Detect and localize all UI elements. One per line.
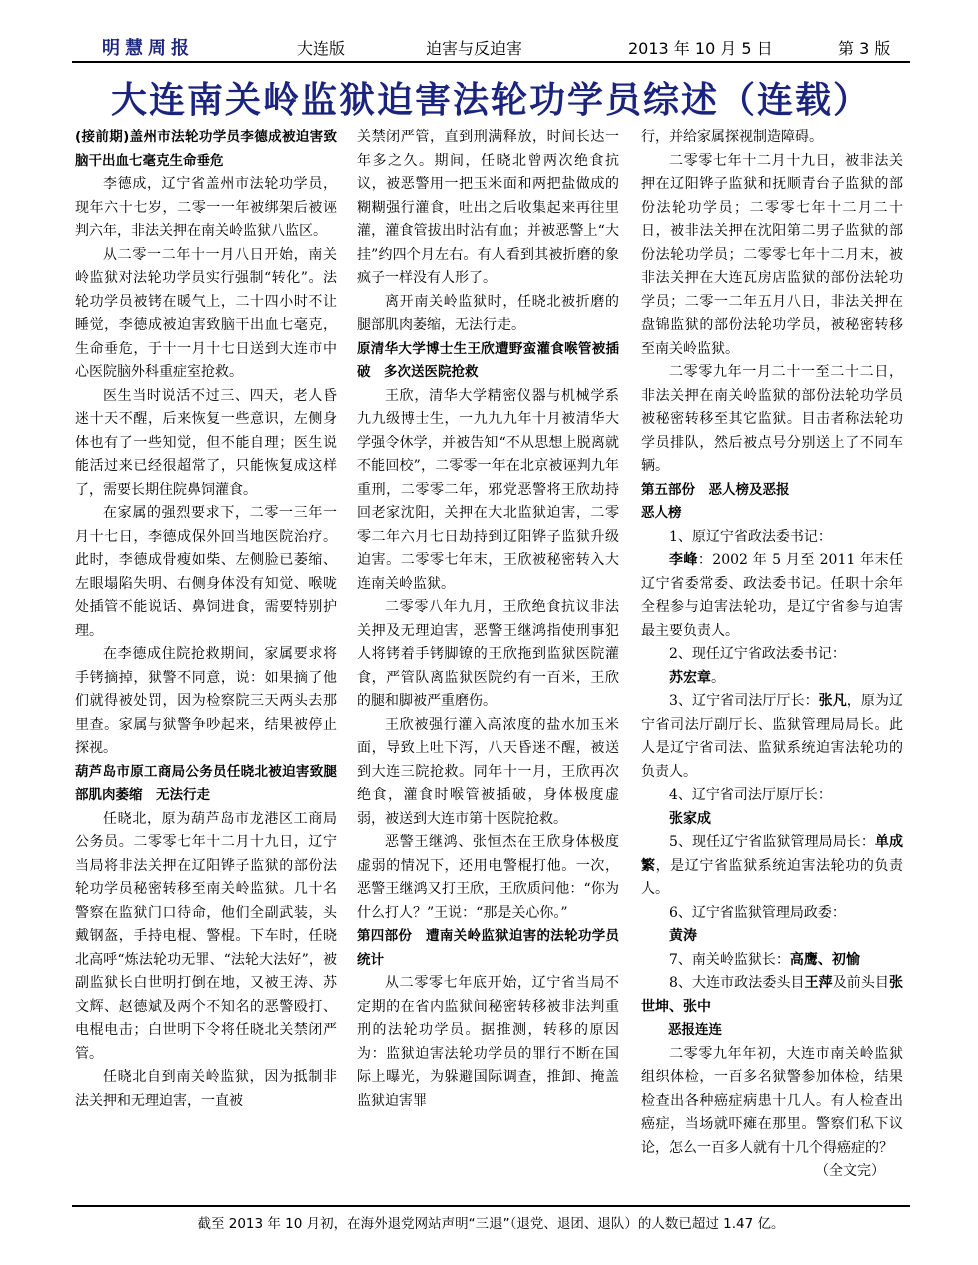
- name-highlight: 王萍: [804, 975, 833, 991]
- paragraph: [75, 385, 337, 503]
- text-run: 及前头目: [832, 975, 890, 991]
- paragraph: [75, 808, 337, 1067]
- article-headline: 大连南关岭监狱迫害法轮功学员综述（连载）: [110, 80, 871, 121]
- paragraph: [641, 150, 903, 362]
- paragraph: [75, 643, 337, 761]
- text-run: 4、辽宁省司法厅原厅长：: [669, 787, 832, 803]
- text-run: 李德成，辽宁省盖州市法轮功学员，现年六十七岁，二零一一年被绑架后被诬判六年，非法关押在南关岭监狱八监区。: [75, 176, 337, 239]
- paragraph: [641, 667, 903, 691]
- text-run: 任晓北自到南关岭监狱，因为抵制非法关押和无理迫害，一直被: [75, 1069, 337, 1109]
- issue-date: 2013 年 10 月 5 日: [628, 39, 773, 58]
- text-run: 二零零九年一月二十一至二十二日，非法关押在南关岭监狱的部份法轮功学员被秘密转移至其它监狱。目击者称法轮功学员排队，然后被点号分别送上了不同车辆。: [641, 364, 903, 474]
- text-run: 第五部份 恶人榜及恶报: [641, 481, 790, 498]
- paragraph: [357, 972, 619, 1113]
- text-run: 3、辽宁省司法厅厅长：: [669, 693, 819, 709]
- section-heading: [75, 761, 337, 808]
- text-run: (接前期)盖州市法轮功学员李德成被迫害致脑干出血七毫克生命垂危: [75, 129, 337, 169]
- paragraph: [641, 925, 903, 949]
- paragraph: [75, 502, 337, 643]
- text-run: ，是辽宁省监狱系统迫害法轮功的负责人。: [641, 857, 903, 897]
- paragraph: [641, 972, 903, 1019]
- article-column-1: [75, 126, 337, 1200]
- section-heading: [357, 925, 619, 972]
- text-run: 从二零零七年底开始，辽宁省当局不定期的在省内监狱间秘密转移被非法判重刑的法轮功学员。据推测，转移的原因为：监狱迫害法轮功学员的罪行不断在国际上曝光，为躲避国际调查，推卸、掩盖监狱迫害罪: [357, 975, 619, 1109]
- paragraph: [75, 244, 337, 385]
- text-run: 二零零九年年初，大连市南关岭监狱组织体检，一百多名狱警参加体检，结果检查出各种癌症病患十几人。有人检查出癌症，当场就吓瘫在那里。警察们私下议论，怎么一百多人就有十几个得癌症的？: [641, 1045, 903, 1156]
- footer-notice: 截至 2013 年 10 月初，在海外退党网站声明“三退”（退党、退团、退队）的人数已超过 1.47 亿。: [197, 1216, 785, 1232]
- footer-rule: [72, 1205, 910, 1207]
- paragraph: [357, 831, 619, 925]
- text-run: 行，并给家属探视制造障碍。: [641, 129, 823, 145]
- section-heading: [641, 479, 903, 503]
- paragraph: [641, 526, 903, 550]
- text-run: 王欣被强行灌入高浓度的盐水加玉米面，导致上吐下泻，八天昏迷不醒，被送到大连三院抢救。同年十一月，王欣再次绝食，灌食时喉管被插破，身体极度虚弱，被送到大连市第十医院抢救。: [357, 716, 619, 827]
- article-column-3: [641, 126, 903, 1200]
- name-highlight: 张世坤、张中: [641, 975, 903, 1015]
- text-run: 5、现任辽宁省监狱管理局局长：: [669, 834, 875, 850]
- text-run: 恶报连连: [641, 1022, 722, 1038]
- paragraph: [641, 643, 903, 667]
- text-run: 2、现任辽宁省政法委书记：: [669, 646, 846, 662]
- paragraph: [357, 385, 619, 597]
- name-highlight: 张凡: [818, 693, 847, 709]
- text-run: ：2002 年 5 月至 2011 年末任辽宁省委常委、政法委书记。任职十余年全程参与迫害法轮功，是辽宁省参与迫害最主要负责人。: [641, 552, 903, 639]
- name-highlight: 高鹰、初愉: [789, 951, 860, 968]
- paragraph: [641, 831, 903, 902]
- name-highlight: 张家成: [669, 810, 711, 827]
- text-run: 原清华大学博士生王欣遭野蛮灌食喉管被插破 多次送医院抢救: [357, 340, 619, 380]
- paragraph: [641, 808, 903, 832]
- text-run: ，原为辽宁省司法厅副厅长、监狱管理局局长。此人是辽宁省司法、监狱系统迫害法轮功的负责人。: [641, 693, 903, 780]
- paragraph: [357, 291, 619, 338]
- paragraph: [357, 596, 619, 714]
- text-run: 二零零八年九月，王欣绝食抗议非法关押及无理迫害，恶警王继鸿指使刑事犯人将铐着手铐脚镣的王欣拖到监狱医院灌食，严管队离监狱医院约有一百米，王欣的腿和脚被严重磨伤。: [357, 599, 619, 709]
- paragraph: [641, 549, 903, 643]
- paragraph: [641, 361, 903, 479]
- text-run: 恶人榜: [641, 505, 682, 521]
- paragraph: [357, 714, 619, 832]
- paragraph: [641, 1043, 903, 1161]
- name-highlight: 李峰: [669, 552, 698, 568]
- text-run: 7、南关岭监狱长：: [669, 951, 790, 968]
- end-note: [641, 1160, 903, 1184]
- masthead: [72, 30, 910, 60]
- section-heading: [75, 126, 337, 173]
- name-highlight: 苏宏章: [669, 669, 711, 686]
- section-heading: [357, 338, 619, 385]
- paragraph: [641, 949, 903, 973]
- text-run: 从二零一二年十一月八日开始，南关岭监狱对法轮功学员实行强制“转化”。法轮功学员被铐在暖气上，二十四小时不让睡觉，李德成被迫害致脑干出血七毫克，生命垂危，于十一月十七日送到大连市中心医院脑外科重症室抢救。: [75, 246, 337, 380]
- name-highlight: 黄涛: [669, 928, 697, 944]
- name-highlight: 单成繁: [641, 834, 903, 874]
- text-run: 在李德成住院抢救期间，家属要求将手铐摘掉，狱警不同意，说：如果摘了他们就得被处罚，因为检察院三天两头去那里查。家属与狱警争吵起来，结果被停止探视。: [75, 646, 337, 756]
- edition-label: 大连版: [297, 39, 346, 58]
- article-column-2: [357, 126, 619, 1200]
- paragraph: [75, 173, 337, 244]
- text-run: 8、大连市政法委头目: [669, 975, 805, 991]
- text-run: 关禁闭严管，直到刑满释放，时间长达一年多之久。期间，任晓北曾两次绝食抗议，被恶警用一把玉米面和两把盐做成的糊糊强行灌食，吐出之后收集起来再往里灌，灌食管拔出时沾有血；并被恶警上“大挂”约四个月左右。有人看到其被折磨的象疯子一样没有人形了。: [357, 129, 619, 286]
- section-label: 迫害与反迫害: [426, 39, 523, 58]
- text-run: 王欣，清华大学精密仪器与机械学系九九级博士生，一九九九年十月被清华大学强令休学，并被告知“不从思想上脱离就不能回校”，二零零一年在北京被诬判九年重刑，二零零二年，邪党恶警将王欣劫持回老家沈阳，关押在大北监狱迫害，二零零二年六月七日劫持到辽阳铧子监狱升级迫害。二零零七年末，王欣被秘密转入大连南关岭监狱。: [357, 387, 619, 592]
- text-run: 恶警王继鸿、张恒杰在王欣身体极度虚弱的情况下，还用电警棍打他。一次，恶警王继鸿又打王欣，王欣质问他：“你为什么打人？”王说：“那是关心你。”: [357, 834, 619, 921]
- text-run: 二零零七年十二月十九日，被非法关押在辽阳铧子监狱和抚顺青台子监狱的部份法轮功学员；二零零七年十二月二十日，被非法关押在沈阳第二男子监狱的部份法轮功学员；二零零七年十二月末，被非法关押在大连瓦房店监狱的部份法轮功学员；二零一二年五月八日，非法关押在盘锦监狱的部份法轮功学员，被秘密转移至南关岭监狱。: [641, 152, 903, 357]
- text-run: 医生当时说活不过三、四天，老人昏迷十天不醒，后来恢复一些意识，左侧身体也有了一些知觉，但不能自理；医生说能活过来已经很超常了，只能恢复成这样了，需要长期住院鼻饲灌食。: [75, 387, 337, 498]
- section-heading: [641, 502, 903, 526]
- text-run: 6、辽宁省监狱管理局政委：: [669, 904, 846, 921]
- text-run: 离开南关岭监狱时，任晓北被折磨的腿部肌肉萎缩，无法行走。: [357, 293, 619, 333]
- text-run: （全文完）: [815, 1163, 885, 1179]
- paper-name: 明慧周报: [102, 38, 194, 59]
- text-run: 。: [711, 669, 725, 686]
- text-run: 葫芦岛市原工商局公务员任晓北被迫害致腿部肌肉萎缩 无法行走: [75, 763, 337, 803]
- paragraph: [641, 902, 903, 926]
- text-run: 第四部份 遭南关岭监狱迫害的法轮功学员统计: [357, 928, 619, 968]
- paragraph: [75, 1066, 337, 1113]
- paragraph: [641, 126, 903, 150]
- page-number: 第 3 版: [838, 39, 891, 58]
- masthead-rule: [72, 61, 910, 63]
- paragraph: [641, 784, 903, 808]
- paragraph: [641, 690, 903, 784]
- text-run: 1、原辽宁省政法委书记：: [669, 528, 832, 545]
- paragraph: [357, 126, 619, 291]
- text-run: 任晓北，原为葫芦岛市龙港区工商局公务员。二零零七年十二月十九日，辽宁当局将非法关押在辽阳铧子监狱的部份法轮功学员秘密转移至南关岭监狱。几十名警察在监狱门口待命，他们全副武装，头戴钢盔，手持电棍、警棍。下车时，任晓北高呼“炼法轮功无罪、“法轮大法好”，被副监狱长白世明打倒在地，又被王涛、苏文辉、赵德斌及两个不知名的恶警殴打、电棍电击；白世明下令将任晓北关禁闭严管。: [75, 810, 337, 1062]
- text-run: 在家属的强烈要求下，二零一三年一月十七日，李德成保外回当地医院治疗。此时，李德成骨瘦如柴、左侧脸已萎缩、左眼塌陷失明、右侧身体没有知觉、喉咙处插管不能说话、鼻饲进食，需要特别护理。: [75, 505, 337, 639]
- section-heading: [641, 1019, 903, 1043]
